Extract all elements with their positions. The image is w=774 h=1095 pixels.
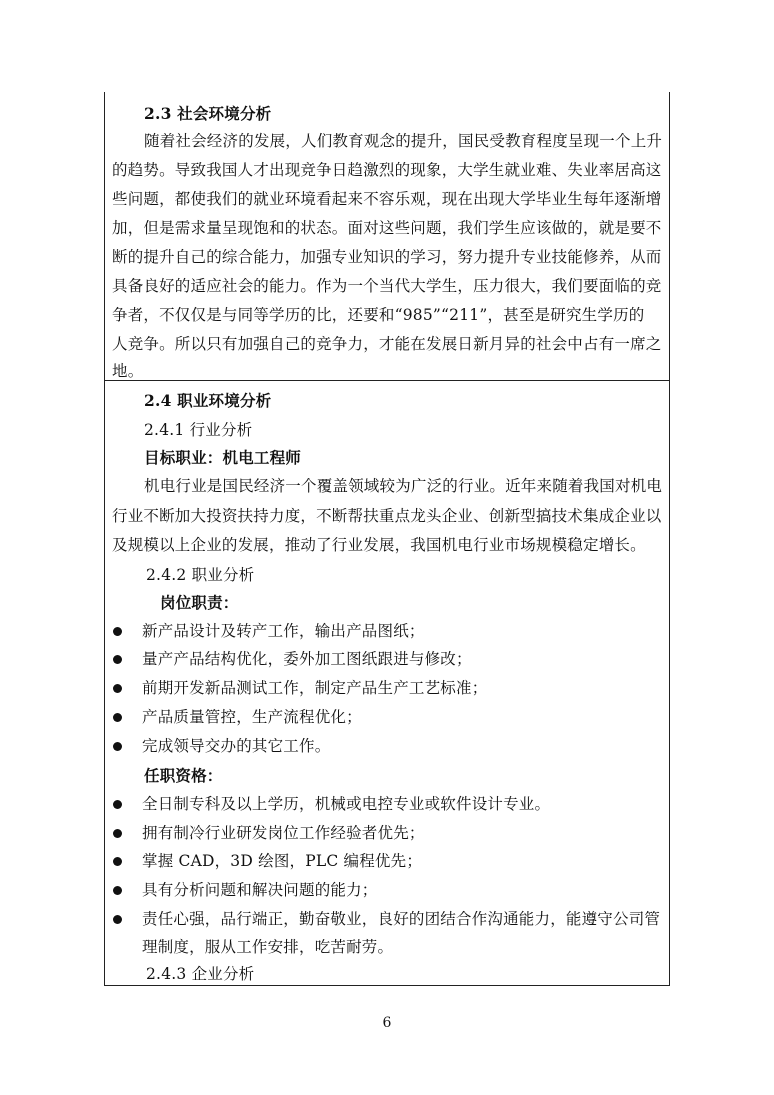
- table-row-divider: [104, 380, 669, 381]
- paragraph-line: 断的提升自己的综合能力，加强专业知识的学习，努力提升专业技能修养，从而: [112, 248, 662, 266]
- paragraph-line: 随着社会经济的发展，人们教育观念的提升，国民受教育程度呈现一个上升: [144, 132, 663, 150]
- subsection-2-4-1-heading: 2.4.1 行业分析: [144, 421, 253, 439]
- paragraph-line: 人竞争。所以只有加强自己的竞争力，才能在发展日新月异的社会中占有一席之: [112, 335, 662, 353]
- qualifications-heading: 任职资格：: [144, 766, 223, 785]
- qualification-item-continued: 理制度，服从工作安排，吃苦耐劳。: [142, 938, 394, 956]
- bullet-icon: [113, 713, 122, 722]
- qualification-item: 责任心强，品行端正，勤奋敬业，良好的团结合作沟通能力，能遵守公司管: [142, 910, 661, 928]
- section-2-3-heading: 2.3 社会环境分析: [144, 104, 272, 123]
- qualification-item: 掌握 CAD，3D 绘图，PLC 编程优先；: [142, 852, 423, 870]
- bullet-icon: [113, 684, 122, 693]
- duty-item: 量产产品结构优化，委外加工图纸跟进与修改；: [142, 650, 472, 668]
- paragraph-line: 机电行业是国民经济一个覆盖领域较为广泛的行业。近年来随着我国对机电: [144, 477, 663, 495]
- bullet-icon: [113, 886, 122, 895]
- paragraph-line: 及规模以上企业的发展，推动了行业发展，我国机电行业市场规模稳定增长。: [112, 536, 646, 554]
- section-2-4-heading: 2.4 职业环境分析: [144, 391, 272, 410]
- paragraph-line: 具备良好的适应社会的能力。作为一个当代大学生，压力很大，我们要面临的竞: [112, 277, 662, 295]
- bullet-icon: [113, 915, 122, 924]
- qualification-item: 具有分析问题和解决问题的能力；: [142, 881, 378, 899]
- subsection-2-4-3-heading: 2.4.3 企业分析: [146, 965, 255, 983]
- duty-item: 新产品设计及转产工作，输出产品图纸；: [142, 622, 425, 640]
- subsection-2-4-2-heading: 2.4.2 职业分析: [146, 566, 255, 584]
- duty-item: 前期开发新品测试工作，制定产品生产工艺标准；: [142, 679, 488, 697]
- duty-item: 产品质量管控，生产流程优化；: [142, 708, 362, 726]
- paragraph-line: 加，但是需求量呈现饱和的状态。面对这些问题，我们学生应该做的，就是要不: [112, 219, 662, 237]
- bullet-icon: [113, 829, 122, 838]
- duty-item: 完成领导交办的其它工作。: [142, 737, 331, 755]
- target-job-label: 目标职业：机电工程师: [144, 448, 302, 467]
- bullet-icon: [113, 627, 122, 636]
- page-number: 6: [382, 1015, 392, 1031]
- paragraph-line: 的趋势。导致我国人才出现竞争日趋激烈的现象，大学生就业难、失业率居高这: [112, 161, 662, 179]
- qualification-item: 全日制专科及以上学历，机械或电控专业或软件设计专业。: [142, 795, 551, 813]
- paragraph-line: 地。: [112, 362, 144, 380]
- bullet-icon: [113, 742, 122, 751]
- paragraph-line: 争者，不仅仅是与同等学历的比，还要和“985”“211”，甚至是研究生学历的: [112, 306, 645, 324]
- bullet-icon: [113, 857, 122, 866]
- paragraph-line: 些问题，都使我们的就业环境看起来不容乐观，现在出现大学毕业生每年逐渐增: [112, 190, 662, 208]
- bullet-icon: [113, 655, 122, 664]
- duties-heading: 岗位职责：: [160, 593, 239, 612]
- paragraph-line: 行业不断加大投资扶持力度，不断帮扶重点龙头企业、创新型搞技术集成企业以: [112, 507, 662, 525]
- bullet-icon: [113, 800, 122, 809]
- qualification-item: 拥有制冷行业研发岗位工作经验者优先；: [142, 824, 425, 842]
